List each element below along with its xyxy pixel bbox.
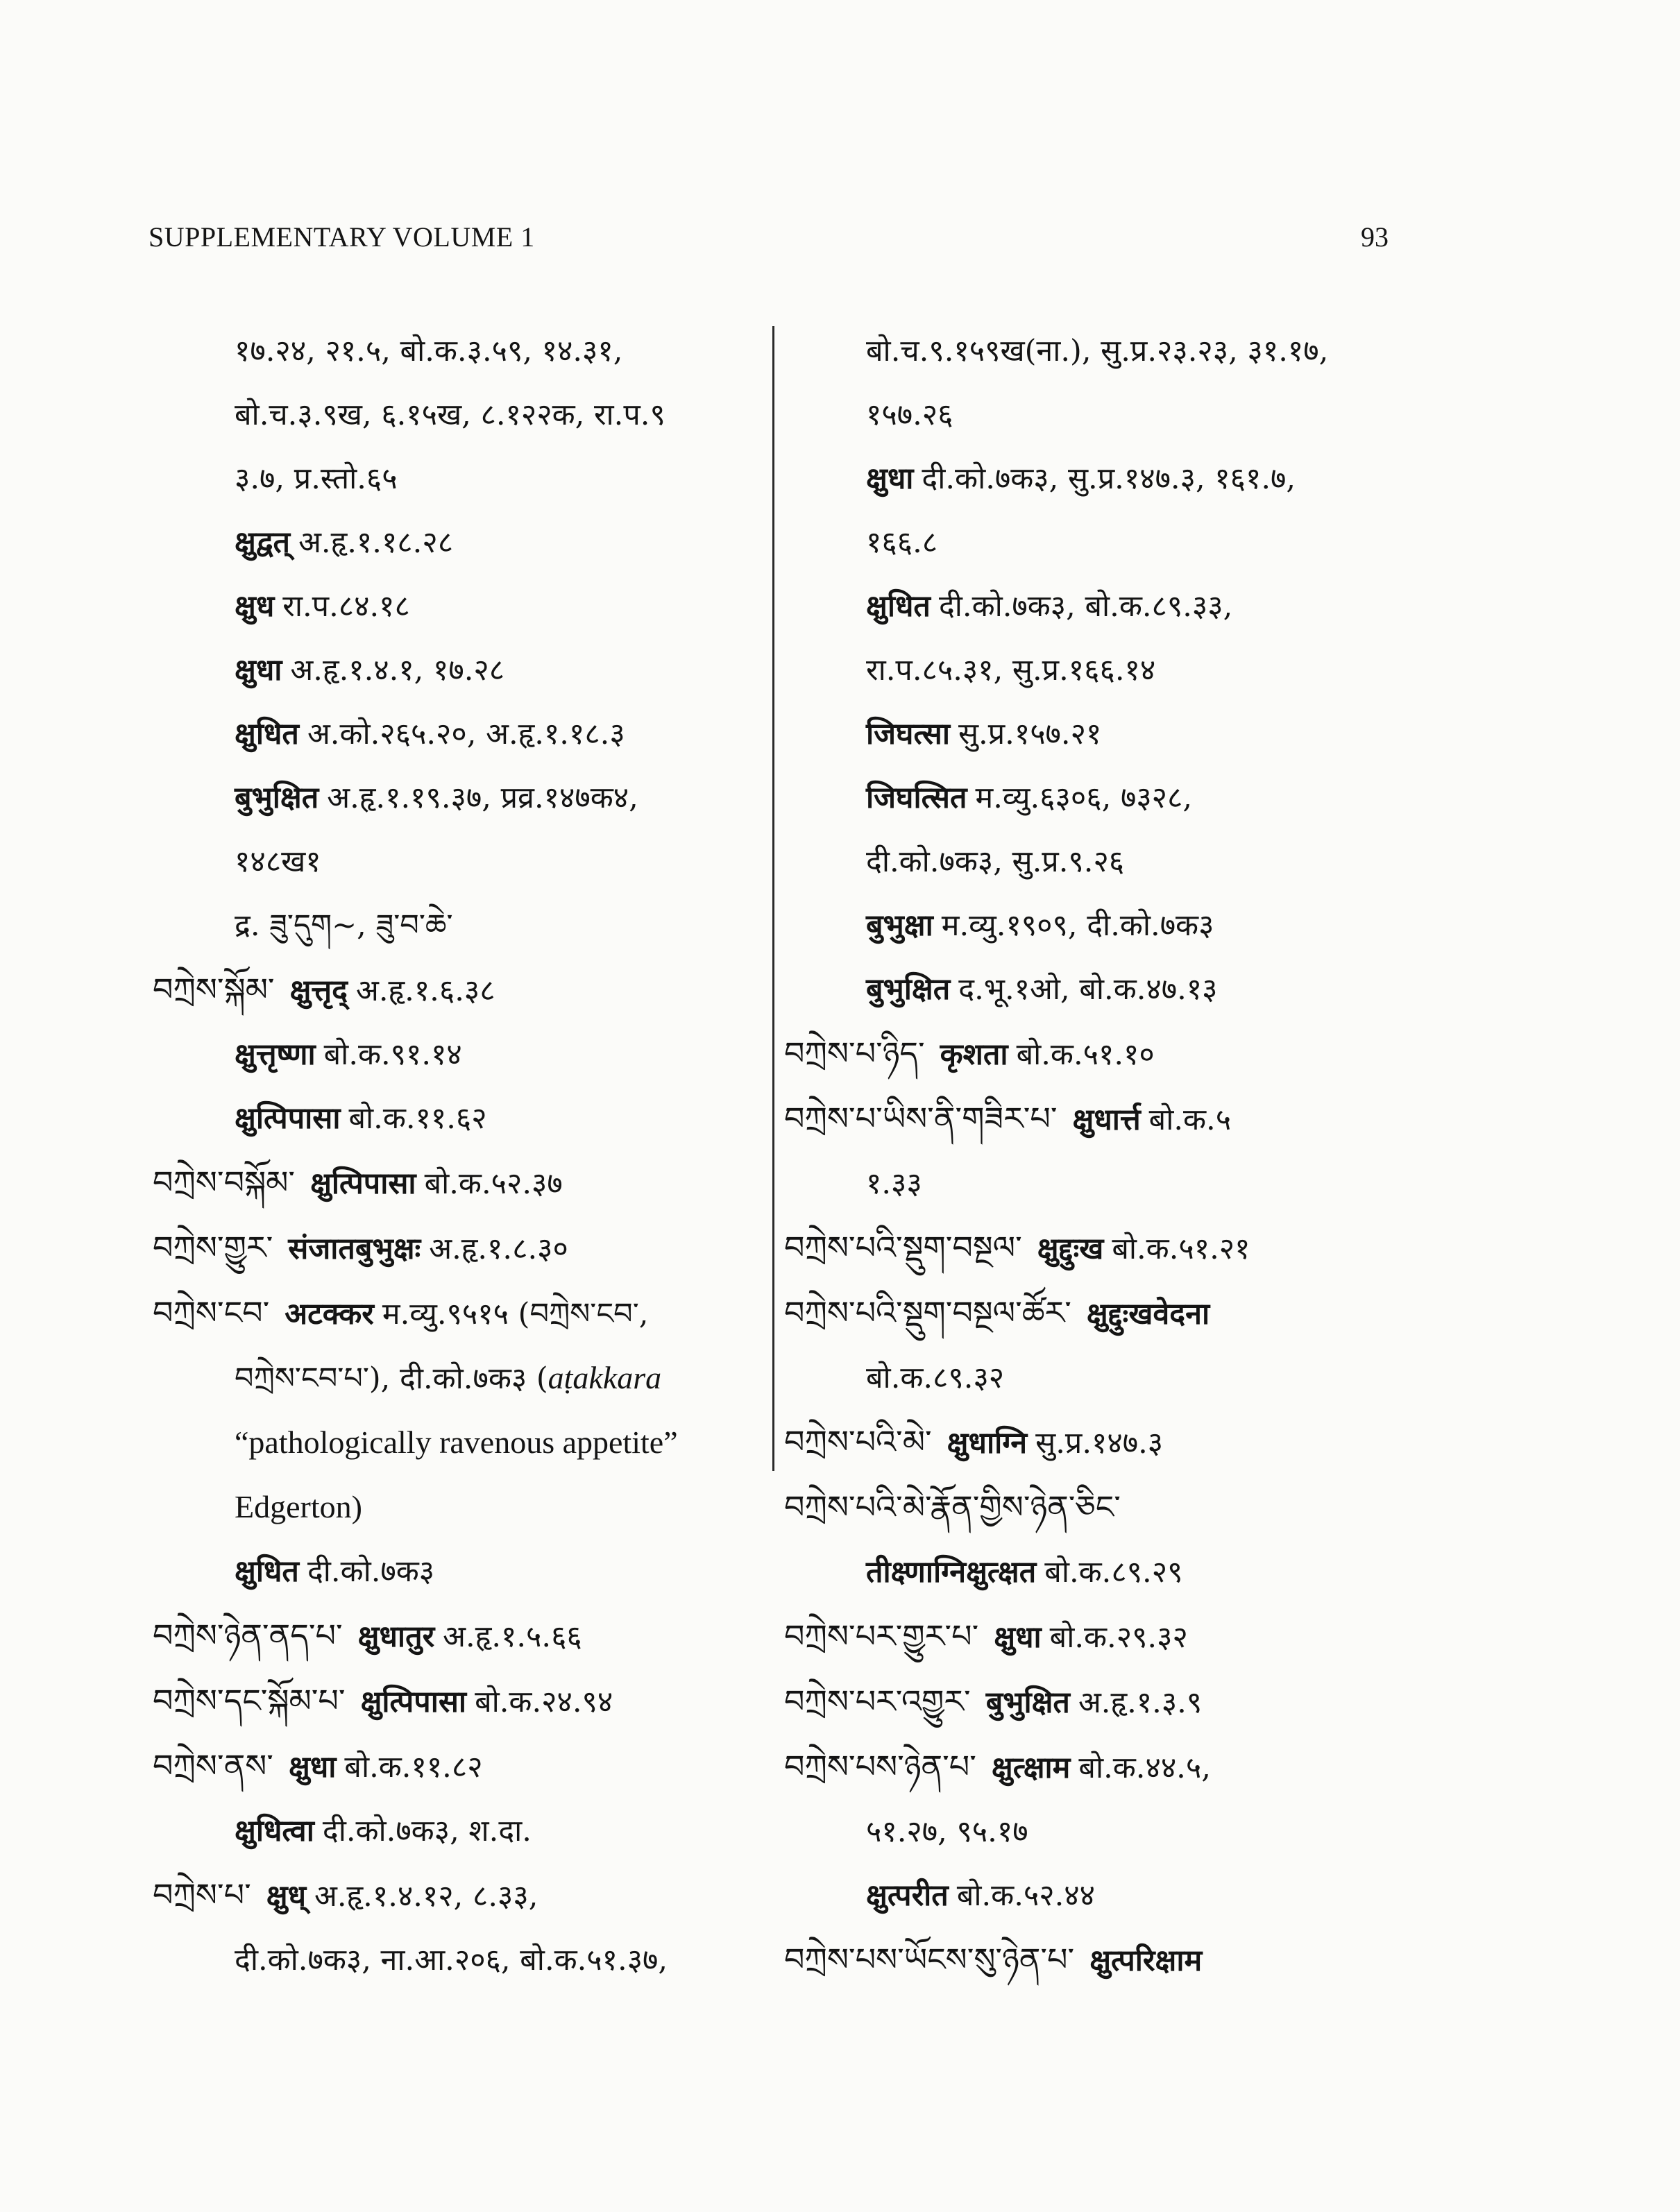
continuation-text: १.३३ [866, 1166, 922, 1201]
running-title: SUPPLEMENTARY VOLUME 1 [149, 221, 535, 253]
entry-headword-line [153, 1216, 756, 1281]
tibetan-headword: བཀྲེས་པའི་སྡུག་བསྔལ་ [784, 1229, 1022, 1266]
source-references: सु.प्र.१४७.३ [1035, 1426, 1164, 1461]
entry-continuation-line [784, 830, 1395, 894]
tibetan-headword: བཀྲེས་པར་འགྱུར་ [784, 1683, 971, 1720]
source-references: अ.हृ.१.४.१२, ८.३३, [314, 1879, 538, 1914]
tibetan-headword: བཀྲེས་དང་སྐོམ་པ་ [153, 1682, 346, 1719]
entry-continuation-line [153, 830, 756, 894]
entry-headword-line [784, 1021, 1395, 1087]
entry-subequivalent-line [153, 1023, 756, 1087]
source-references: बो.क.५२.३७ [424, 1166, 563, 1201]
entry-subequivalent-line [153, 638, 756, 702]
entry-headword-line [784, 1735, 1395, 1800]
source-references: बो.क.११.६२ [348, 1101, 487, 1136]
tibetan-headword: བཀྲེས་པ་ཡིས་ནི་གཟིར་པ་ [784, 1100, 1058, 1137]
source-references: अ.हृ.१.३.९ [1078, 1685, 1203, 1720]
sanskrit-equivalent: क्षुत्क्षाम [991, 1751, 1071, 1785]
source-references: रा.प.८४.१८ [282, 589, 410, 624]
entry-subequivalent-line [784, 702, 1395, 766]
sanskrit-equivalent: बुभुक्षित [985, 1685, 1070, 1720]
entry-subequivalent-line [153, 575, 756, 638]
entry-subequivalent-line [784, 766, 1395, 830]
tibetan-headword: བཀྲེས་པ་ཉིད་ [784, 1035, 925, 1072]
entry-continuation-line [784, 511, 1395, 575]
entry-continuation-line [153, 383, 756, 447]
continuation-text: द्र. ཟུ་དུག~, ཟུ་བ་ཆེ་ [235, 908, 453, 943]
tibetan-headword: བཀྲེས་པའི་མེ་རྣོན་གྱིས་ཉེན་ཅིང་ [784, 1488, 1121, 1526]
entry-continuation-line [153, 447, 756, 511]
tibetan-headword: བཀྲེས་པས་ཉེན་པ་ [784, 1748, 976, 1785]
left-column [153, 319, 756, 1992]
source-references: बो.क.८९.२९ [1044, 1555, 1183, 1590]
source-references: अ.हृ.१.८.३० [429, 1232, 568, 1266]
entry-subequivalent-line [153, 702, 756, 766]
entry-headword-line [153, 1281, 756, 1346]
entry-headword-line [784, 1669, 1395, 1735]
sanskrit-equivalent: कृशता [940, 1037, 1008, 1072]
continuation-text: ५१.२७, ९५.१७ [866, 1814, 1028, 1849]
sanskrit-equivalent: क्षुधा [994, 1620, 1042, 1655]
entry-subequivalent-line [784, 958, 1395, 1021]
sanskrit-equivalent: बुभुक्षित [866, 972, 951, 1007]
sanskrit-equivalent: क्षुधित्वा [235, 1814, 314, 1848]
entry-subequivalent-line [784, 1864, 1395, 1928]
entry-headword-line [153, 1734, 756, 1799]
sanskrit-equivalent: अटक्कर [285, 1297, 374, 1332]
english-gloss: “pathologically ravenous appetite” [235, 1424, 678, 1460]
entry-continuation-line [784, 1800, 1395, 1864]
tibetan-headword: བཀྲེས་པར་གྱུར་པ་ [784, 1617, 979, 1655]
entry-headword-line [784, 1410, 1395, 1475]
sanskrit-equivalent: क्षुत्तृद् [289, 973, 348, 1008]
source-references: अ.हृ.१.१८.२८ [298, 525, 454, 560]
sanskrit-equivalent: तीक्ष्णाग्निक्षुत्क्षत [866, 1555, 1037, 1590]
sanskrit-equivalent: क्षुधाग्नि [947, 1426, 1028, 1461]
continuation-text: बो.च.९.१५९ख(ना.), सु.प्र.२३.२३, ३१.१७, [866, 334, 1329, 368]
source-references: अ.हृ.१.१९.३७, प्रव्र.१४७क४, [327, 781, 638, 815]
source-references: बो.क.५१.१० [1016, 1037, 1155, 1072]
continuation-text: १५७.२६ [866, 398, 953, 432]
entry-continuation-line [784, 319, 1395, 383]
entry-continuation-line [784, 1152, 1395, 1216]
italic-term: aṭakkara [548, 1360, 662, 1395]
tibetan-headword: བཀྲེས་པའི་སྡུག་བསྔལ་ཚོར་ [784, 1294, 1071, 1332]
sanskrit-equivalent: क्षुत्पिपासा [235, 1101, 341, 1136]
entry-continuation-line [784, 638, 1395, 702]
source-references: बो.क.५१.२१ [1112, 1232, 1250, 1266]
entry-headword-line [784, 1475, 1395, 1540]
entry-headword-line [153, 1863, 756, 1928]
source-references: बो.क.२४.९४ [475, 1685, 613, 1719]
sanskrit-equivalent: क्षुधित [235, 1554, 299, 1589]
source-references: बो.क.९१.१४ [323, 1037, 462, 1072]
entry-headword-line [784, 1087, 1395, 1152]
continuation-text: दी.को.७क३, सु.प्र.९.२६ [866, 844, 1125, 879]
sanskrit-equivalent: क्षुध् [266, 1879, 307, 1914]
entry-subequivalent-line [784, 1540, 1395, 1604]
sanskrit-equivalent: बुभुक्षित [235, 781, 319, 815]
continuation-text: बो.क.८९.३२ [866, 1361, 1005, 1395]
sanskrit-equivalent: संजातबुभुक्षः [288, 1232, 421, 1266]
entry-subequivalent-line [784, 894, 1395, 958]
source-references: म.व्यु.६३०६, ७३२८, [975, 781, 1193, 815]
continuation-text: बो.च.३.९ख, ६.१५ख, ८.१२२क, रा.प.९ [235, 398, 665, 432]
source-references: म.व्यु.१९०९, दी.को.७क३ [941, 908, 1214, 943]
tibetan-headword: བཀྲེས་པའི་མེ་ [784, 1423, 932, 1461]
tibetan-headword: བཀྲེས་ནས་ [153, 1747, 273, 1785]
entry-headword-line [153, 1603, 756, 1669]
sanskrit-equivalent: क्षुधातुर [357, 1619, 435, 1654]
source-references: दी.को.७क३, सु.प्र.१४७.३, १६१.७, [922, 461, 1296, 496]
sanskrit-equivalent: क्षुत्परीत [866, 1878, 949, 1913]
source-references: सु.प्र.१५७.२१ [958, 717, 1102, 751]
sanskrit-equivalent: जिघत्सित [866, 781, 967, 815]
sanskrit-equivalent: क्षुत्पिपासा [360, 1685, 467, 1719]
continuation-text: १४८ख१ [235, 844, 321, 879]
sanskrit-equivalent: क्षुत्तृष्णा [235, 1037, 316, 1072]
sanskrit-equivalent: क्षुधा [235, 653, 282, 688]
entry-continuation-line [784, 1346, 1395, 1410]
source-references: बो.क.२९.३२ [1049, 1620, 1188, 1655]
source-references: अ.हृ.१.६.३८ [355, 973, 495, 1008]
entry-subequivalent-line [153, 766, 756, 830]
source-references: द.भू.१ओ, बो.क.४७.१३ [958, 972, 1218, 1007]
sanskrit-equivalent: क्षुद्दुःखवेदना [1086, 1297, 1210, 1332]
entry-headword-line [153, 1150, 756, 1216]
tibetan-headword: བཀྲེས་བསྐོམ་ [153, 1164, 296, 1201]
entry-continuation-line [784, 383, 1395, 447]
sanskrit-equivalent: जिघत्सा [866, 717, 950, 751]
entry-continuation-line [153, 1411, 756, 1475]
continuation-text: ३.७, प्र.स्तो.६५ [235, 461, 398, 496]
entry-subequivalent-line [153, 511, 756, 575]
entry-subequivalent-line [153, 1799, 756, 1863]
source-references: बो.क.५ [1148, 1103, 1232, 1137]
sanskrit-equivalent: क्षुधा [866, 461, 914, 496]
source-references: अ.को.२६५.२०, अ.हृ.१.१८.३ [307, 717, 625, 751]
continuation-text: བཀྲེས་ངབ་པ་), दी.को.७क३ ( [235, 1361, 548, 1396]
sanskrit-equivalent: क्षुत्पिपासा [310, 1166, 416, 1201]
source-references: दी.को.७क३, बो.क.८९.३३, [938, 589, 1233, 624]
source-references: बो.क.११.८२ [344, 1750, 483, 1785]
source-references: बो.क.४४.५, [1078, 1751, 1211, 1785]
entry-headword-line [153, 958, 756, 1023]
entry-continuation-line [153, 894, 756, 958]
source-references: दी.को.७क३, श.दा. [322, 1814, 532, 1848]
tibetan-headword: བཀྲེས་སྐོམ་ [153, 971, 275, 1008]
sanskrit-equivalent: क्षुत्परिक्षाम [1089, 1943, 1203, 1978]
continuation-text: दी.को.७क३, ना.आ.२०६, बो.क.५१.३७, [235, 1943, 668, 1977]
entry-subequivalent-line [153, 1087, 756, 1150]
sanskrit-equivalent: क्षुद्वत् [235, 525, 291, 560]
entry-subequivalent-line [784, 447, 1395, 511]
entry-headword-line [784, 1281, 1395, 1346]
sanskrit-equivalent: क्षुधित [866, 589, 931, 624]
page-number: 93 [1361, 221, 1389, 253]
continuation-text: १७.२४, २१.५, बो.क.३.५९, १४.३१, [235, 334, 623, 368]
sanskrit-equivalent: क्षुध [235, 589, 275, 624]
source-references: अ.हृ.१.५.६६ [443, 1619, 582, 1654]
entry-headword-line [153, 1669, 756, 1734]
source-references: अ.हृ.१.४.१, १७.२८ [290, 653, 505, 688]
sanskrit-equivalent: क्षुधित [235, 717, 299, 751]
source-references: दी.को.७क३ [307, 1554, 435, 1589]
source-references: म.व्यु.९५१५ (བཀྲེས་ངབ་, [382, 1297, 649, 1332]
tibetan-headword: བཀྲེས་ངབ་ [153, 1294, 270, 1332]
tibetan-headword: བཀྲེས་གྱུར་ [153, 1229, 273, 1266]
entry-continuation-line [153, 1475, 756, 1540]
sanskrit-equivalent: क्षुधार्त्त [1072, 1103, 1141, 1137]
column-divider [772, 326, 774, 1471]
entry-headword-line [784, 1216, 1395, 1281]
sanskrit-equivalent: क्षुधा [288, 1750, 337, 1785]
continuation-text: रा.प.८५.३१, सु.प्र.१६६.१४ [866, 653, 1156, 688]
tibetan-headword: བཀྲེས་ཉེན་ནད་པ་ [153, 1617, 343, 1654]
entry-continuation-line [153, 1928, 756, 1992]
tibetan-headword: བཀྲེས་པས་ཡོངས་སུ་ཉེན་པ་ [784, 1941, 1075, 1978]
continuation-text: १६६.८ [866, 525, 938, 560]
sanskrit-equivalent: क्षुद्दुःख [1037, 1232, 1104, 1266]
sanskrit-equivalent: बुभुक्षा [866, 908, 933, 943]
tibetan-headword: བཀྲེས་པ་ [153, 1876, 251, 1914]
entry-subequivalent-line [153, 1540, 756, 1603]
entry-headword-line [784, 1928, 1395, 1993]
source-references: बो.क.५२.४४ [956, 1878, 1095, 1913]
right-column [784, 319, 1395, 1993]
entry-continuation-line [153, 319, 756, 383]
entry-continuation-line [153, 1346, 756, 1411]
entry-subequivalent-line [784, 575, 1395, 638]
entry-headword-line [784, 1604, 1395, 1669]
english-gloss: Edgerton) [235, 1489, 362, 1524]
